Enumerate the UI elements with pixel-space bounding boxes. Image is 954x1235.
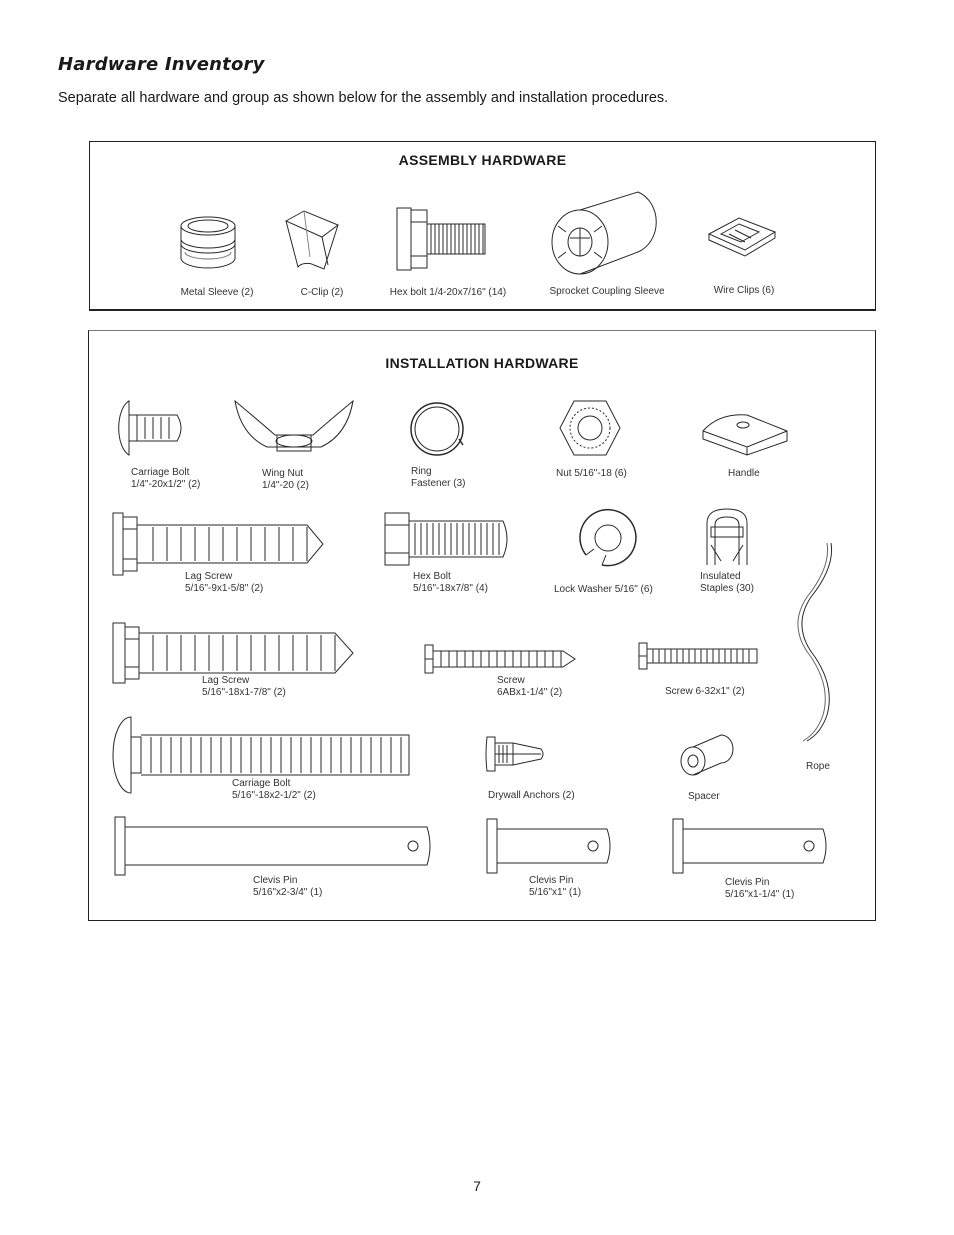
drywall-anchors-label: Drywall Anchors (2): [488, 790, 575, 801]
installation-hardware-panel: [88, 330, 876, 921]
sprocket-coupling-sleeve-icon: [546, 186, 666, 278]
screw-6ab-label: Screw 6ABx1-1/4" (2): [497, 675, 563, 698]
lock-washer-icon: [576, 507, 640, 569]
clevis-pin-medium-label: Clevis Pin 5/16"x1-1/4" (1): [725, 877, 795, 900]
spacer-label: Spacer: [688, 791, 720, 802]
screw-6ab-icon: [423, 643, 579, 675]
hex-bolt-label: Hex Bolt 5/16"-18x7/8" (4): [413, 571, 488, 594]
clevis-pin-long-label: Clevis Pin 5/16"x2-3/4" (1): [253, 875, 323, 898]
lag-screw-short-label: Lag Screw 5/16"-9x1-5/8" (2): [185, 571, 264, 594]
c-clip-label: C-Clip (2): [300, 287, 344, 298]
ring-fastener-icon: [407, 399, 467, 459]
screw-6-32-label: Screw 6-32x1" (2): [665, 686, 745, 697]
wing-nut-label: Wing Nut 1/4"-20 (2): [262, 468, 309, 491]
sprocket-coupling-sleeve-label: Sprocket Coupling Sleeve: [549, 286, 665, 297]
handle-label: Handle: [728, 468, 760, 479]
clevis-pin-long-icon: [111, 815, 435, 877]
metal-sleeve-icon: [173, 212, 243, 277]
drywall-anchor-icon: [483, 731, 545, 777]
assembly-hardware-title: ASSEMBLY HARDWARE: [398, 152, 567, 168]
screw-6-32-icon: [637, 641, 761, 671]
installation-hardware-title: INSTALLATION HARDWARE: [385, 355, 579, 371]
hex-bolt-small-icon: [393, 204, 488, 272]
carriage-bolt-small-icon: [113, 397, 188, 457]
insulated-staples-label: Insulated Staples (30): [700, 571, 754, 594]
hex-bolt-small-label: Hex bolt 1/4-20x7/16" (14): [389, 287, 507, 298]
nut-label: Nut 5/16"-18 (6): [556, 468, 627, 479]
intro-text: Separate all hardware and group as shown below for the assembly and installation procedures.: [58, 90, 669, 106]
hex-bolt-icon: [381, 511, 513, 567]
carriage-bolt-small-label: Carriage Bolt 1/4"-20x1/2" (2): [131, 467, 201, 490]
assembly-hardware-panel: [89, 141, 876, 311]
page-number: 7: [473, 1178, 481, 1194]
clevis-pin-medium-icon: [669, 817, 831, 875]
wire-clip-icon: [705, 212, 780, 257]
section-heading: Hardware Inventory: [58, 54, 265, 75]
rope-label: Rope: [806, 761, 830, 772]
ring-fastener-label: Ring Fastener (3): [411, 466, 466, 489]
insulated-staple-icon: [701, 505, 753, 569]
clevis-pin-short-icon: [483, 817, 615, 875]
wing-nut-icon: [229, 395, 359, 459]
clevis-pin-short-label: Clevis Pin 5/16"x1" (1): [529, 875, 582, 898]
lag-screw-short-icon: [109, 511, 329, 577]
lag-screw-long-label: Lag Screw 5/16"-18x1-7/8" (2): [202, 675, 286, 698]
rope-icon: [791, 537, 843, 747]
c-clip-icon: [280, 207, 345, 277]
spacer-icon: [679, 729, 737, 779]
handle-icon: [699, 409, 794, 459]
carriage-bolt-large-label: Carriage Bolt 5/16"-18x2-1/2" (2): [232, 778, 316, 801]
wire-clips-label: Wire Clips (6): [713, 285, 775, 296]
metal-sleeve-label: Metal Sleeve (2): [180, 287, 254, 298]
hex-nut-icon: [558, 399, 622, 457]
lock-washer-label: Lock Washer 5/16" (6): [554, 584, 653, 595]
